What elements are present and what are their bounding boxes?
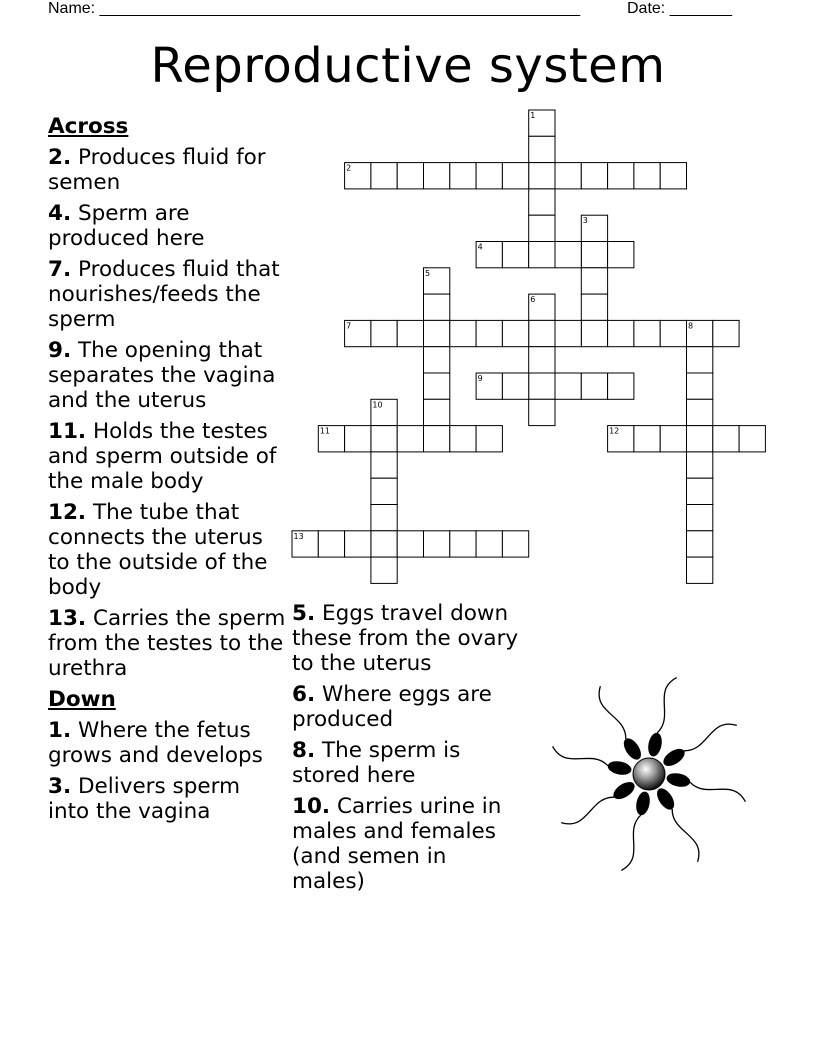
sperm-tail	[690, 782, 745, 801]
grid-cell[interactable]	[581, 242, 607, 268]
sperm-head	[620, 735, 644, 762]
clue-text: Where eggs are produced	[292, 682, 492, 732]
grid-cell[interactable]	[397, 320, 423, 346]
name-line: Name: ______________________________________________________	[48, 0, 581, 17]
grid-cell[interactable]	[687, 347, 713, 373]
grid-cell[interactable]	[397, 531, 423, 557]
grid-cell[interactable]	[529, 373, 555, 399]
grid-cell[interactable]	[476, 163, 502, 189]
grid-cell[interactable]	[502, 242, 528, 268]
grid-cell[interactable]	[424, 163, 450, 189]
clue-text: Where the fetus grows and develops	[48, 718, 263, 768]
cell-number-10: 10	[372, 400, 383, 410]
cell-number-7: 7	[346, 321, 352, 331]
grid-cell[interactable]	[529, 347, 555, 373]
cell-number-1: 1	[530, 111, 536, 120]
sperm-tail	[561, 797, 614, 824]
grid-cell[interactable]	[581, 268, 607, 294]
grid-cell[interactable]	[529, 163, 555, 189]
sperm-head	[634, 790, 652, 816]
grid-cell[interactable]	[713, 320, 739, 346]
grid-cell[interactable]	[660, 426, 686, 452]
sperm-tail	[621, 815, 640, 870]
clue-number: 2.	[48, 145, 72, 170]
sperm-tail	[684, 724, 737, 751]
grid-cell[interactable]	[397, 163, 423, 189]
clue-text: Carries the sperm from the testes to the urethra	[48, 606, 286, 681]
down-heading: Down	[48, 687, 116, 712]
grid-cell[interactable]	[502, 373, 528, 399]
grid-cell[interactable]	[687, 557, 713, 583]
grid-cell[interactable]	[634, 320, 660, 346]
sperm-tail	[553, 746, 608, 765]
clue-number: 1.	[48, 718, 72, 743]
grid-cell[interactable]	[371, 505, 397, 531]
grid-cell[interactable]	[476, 531, 502, 557]
cell-number-13: 13	[293, 531, 304, 541]
grid-cell[interactable]	[660, 320, 686, 346]
grid-cell[interactable]	[345, 426, 371, 452]
grid-cell[interactable]	[529, 320, 555, 346]
grid-cell[interactable]	[687, 452, 713, 478]
clues-column-right	[292, 601, 524, 900]
across-heading: Across	[48, 114, 129, 139]
grid-cell[interactable]	[660, 163, 686, 189]
cell-number-3: 3	[582, 216, 588, 226]
grid-cell[interactable]	[687, 426, 713, 452]
sperm-tail	[599, 686, 626, 739]
clue-number: 4.	[48, 201, 72, 226]
grid-cell[interactable]	[502, 320, 528, 346]
clue-number: 3.	[48, 774, 72, 799]
grid-cell[interactable]	[529, 189, 555, 215]
sperm-burst-icon	[530, 652, 770, 897]
grid-cell[interactable]	[555, 163, 581, 189]
grid-cell[interactable]	[371, 478, 397, 504]
clue-down-3	[48, 774, 288, 824]
date-line: Date: _______	[627, 0, 732, 17]
grid-cell[interactable]	[345, 531, 371, 557]
clue-down-10	[292, 794, 524, 894]
sperm-head	[646, 732, 664, 758]
grid-cell[interactable]	[424, 531, 450, 557]
sperm-head	[607, 759, 633, 777]
grid-cell[interactable]	[371, 531, 397, 557]
cell-number-5: 5	[425, 268, 431, 278]
grid-cell[interactable]	[555, 242, 581, 268]
clue-down-6	[292, 682, 524, 732]
grid-cell[interactable]	[371, 320, 397, 346]
grid-cell[interactable]	[581, 320, 607, 346]
cell-number-9: 9	[477, 374, 483, 383]
clue-number: 8.	[292, 738, 316, 763]
clue-number: 10.	[292, 794, 331, 819]
grid-cell[interactable]	[687, 373, 713, 399]
clue-number: 12.	[48, 500, 87, 525]
grid-cell[interactable]	[713, 426, 739, 452]
grid-cell[interactable]	[581, 373, 607, 399]
page-title: Reproductive system	[150, 38, 666, 94]
grid-cell[interactable]	[450, 531, 476, 557]
grid-cell[interactable]	[608, 242, 634, 268]
clue-down-5	[292, 601, 524, 676]
grid-cell[interactable]	[634, 163, 660, 189]
cell-number-4: 4	[477, 242, 483, 252]
grid-cell[interactable]	[476, 320, 502, 346]
grid-cell[interactable]	[424, 294, 450, 320]
grid-cell[interactable]	[318, 531, 344, 557]
grid-cell[interactable]	[397, 426, 423, 452]
grid-cell[interactable]	[529, 136, 555, 162]
clue-text: The opening that separates the vagina and the uterus	[48, 338, 276, 413]
clue-text: The tube that connects the uterus to the outside of the body	[48, 500, 268, 600]
clue-number: 9.	[48, 338, 72, 363]
clue-down-1	[48, 718, 288, 768]
grid-cell[interactable]	[476, 426, 502, 452]
grid-cell[interactable]	[687, 505, 713, 531]
grid-cell[interactable]	[529, 215, 555, 241]
grid-cell[interactable]	[371, 426, 397, 452]
clue-across-13	[48, 606, 288, 681]
grid-cell[interactable]	[739, 426, 765, 452]
grid-cell[interactable]	[450, 320, 476, 346]
clue-number: 11.	[48, 419, 87, 444]
grid-cell[interactable]	[687, 478, 713, 504]
sperm-head	[665, 771, 691, 789]
clue-number: 13.	[48, 606, 87, 631]
sperm-head	[660, 745, 687, 769]
clue-text: Produces fluid that nourishes/feeds the sperm	[48, 257, 280, 332]
grid-cell[interactable]	[424, 320, 450, 346]
grid-cell[interactable]	[581, 163, 607, 189]
grid-cell[interactable]	[502, 163, 528, 189]
cell-number-12: 12	[609, 426, 620, 436]
grid-cell[interactable]	[555, 373, 581, 399]
grid-cell[interactable]	[634, 426, 660, 452]
clue-text: Delivers sperm into the vagina	[48, 774, 241, 824]
grid-cell[interactable]	[502, 531, 528, 557]
grid-cell[interactable]	[608, 320, 634, 346]
grid-cell[interactable]	[424, 399, 450, 425]
cell-number-11: 11	[319, 426, 330, 436]
clue-text: Holds the testes and sperm outside of the male body	[48, 419, 277, 494]
sperm-tail	[672, 809, 699, 862]
grid-cell[interactable]	[371, 452, 397, 478]
sperm-head	[610, 779, 637, 803]
grid-cell[interactable]	[687, 399, 713, 425]
grid-cell[interactable]	[529, 242, 555, 268]
grid-cell[interactable]	[424, 373, 450, 399]
cell-number-6: 6	[530, 295, 536, 305]
sperm-tail	[657, 678, 676, 733]
cell-number-2: 2	[346, 163, 352, 173]
clue-number: 6.	[292, 682, 316, 707]
grid-cell[interactable]	[581, 294, 607, 320]
sperm-head	[654, 785, 678, 812]
grid-cell[interactable]	[371, 163, 397, 189]
clue-text: Produces fluid for semen	[48, 145, 266, 195]
grid-cell[interactable]	[608, 163, 634, 189]
grid-cell[interactable]	[608, 373, 634, 399]
cell-number-8: 8	[688, 321, 694, 331]
grid-cell[interactable]	[371, 557, 397, 583]
clue-text: The sperm is stored here	[292, 738, 461, 788]
clue-number: 5.	[292, 601, 316, 626]
grid-cell[interactable]	[450, 163, 476, 189]
clue-text: Eggs travel down these from the ovary to the uterus	[292, 601, 519, 676]
grid-cell[interactable]	[450, 426, 476, 452]
clue-text: Sperm are produced here	[48, 201, 205, 251]
grid-cell[interactable]	[424, 347, 450, 373]
clue-text: Carries urine in males and females (and semen in males)	[292, 794, 502, 894]
grid-cell[interactable]	[687, 531, 713, 557]
clue-number: 7.	[48, 257, 72, 282]
grid-cell[interactable]	[424, 426, 450, 452]
clue-down-8	[292, 738, 524, 788]
grid-cell[interactable]	[529, 399, 555, 425]
grid-cell[interactable]	[555, 320, 581, 346]
